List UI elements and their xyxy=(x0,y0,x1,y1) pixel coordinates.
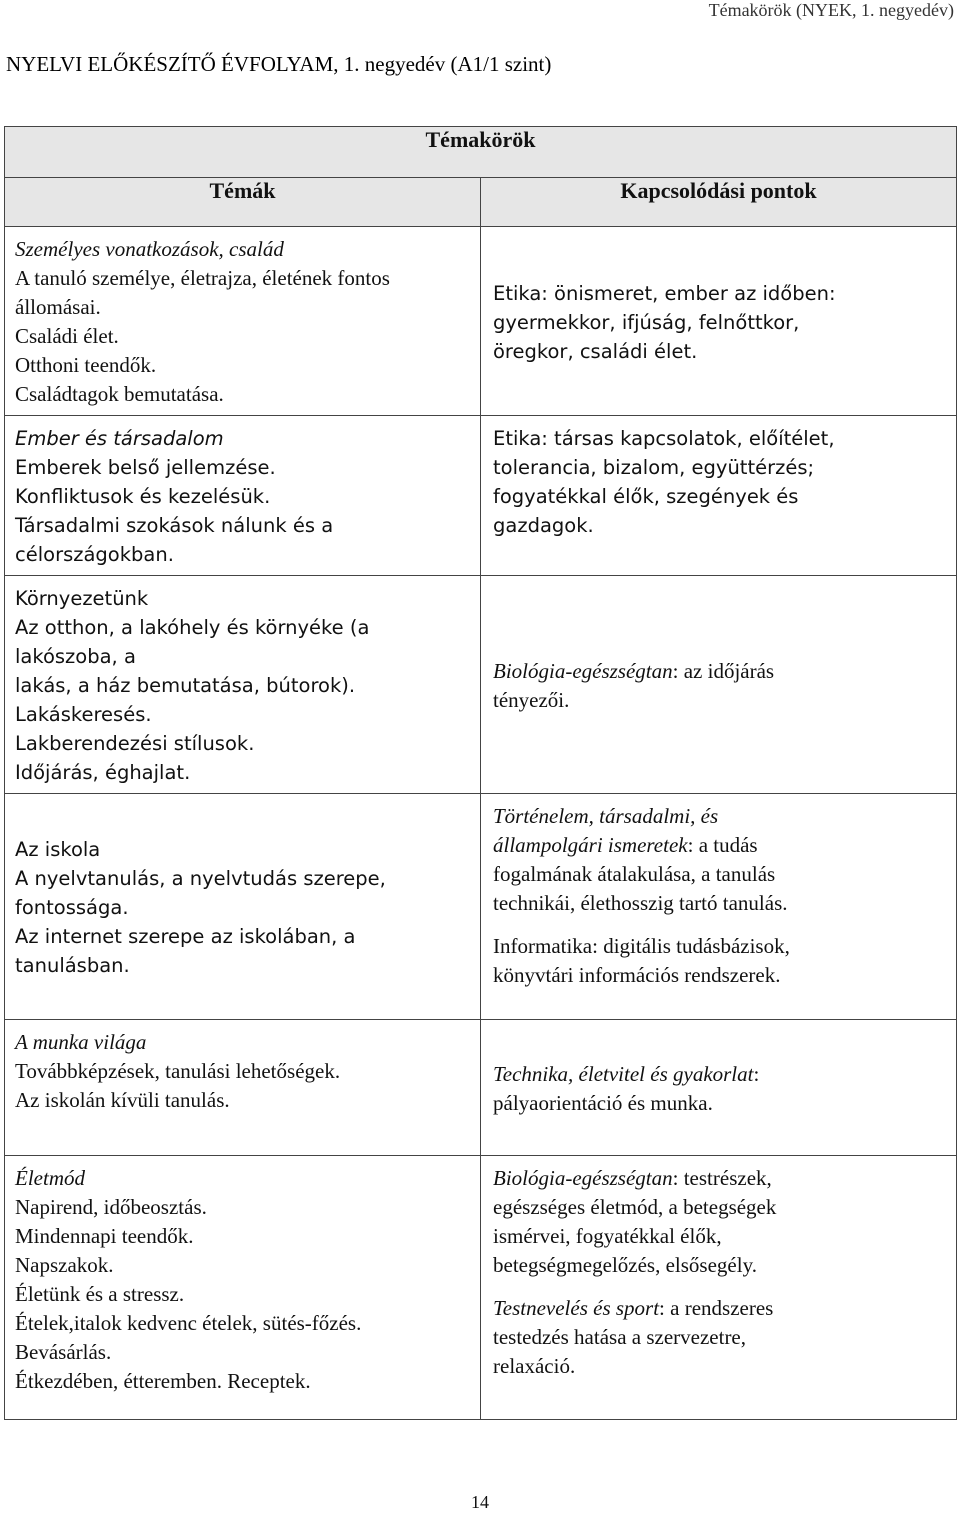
connection-line: könyvtári információs rendszerek. xyxy=(493,963,781,987)
connection-line xyxy=(493,1294,944,1323)
connection-line: fogalmának átalakulása, a tanulás xyxy=(493,862,776,886)
topic-line: Napirend, időbeosztás. xyxy=(15,1195,207,1219)
topic-cell xyxy=(5,227,481,416)
topics-table xyxy=(4,126,957,1420)
document-title: NYELVI ELŐKÉSZÍTŐ ÉVFOLYAM, 1. negyedév (A1/1 szint) xyxy=(6,52,552,76)
topic-line: A nyelvtanulás, a nyelvtudás szerepe, fontossága. xyxy=(15,867,386,919)
topic-line: Időjárás, éghajlat. xyxy=(15,761,191,784)
connection-text: : a rendszeres xyxy=(659,1296,774,1320)
topic-line: lakás, a ház bemutatása, bútorok). Lakáskeresés. xyxy=(15,674,356,726)
table-row xyxy=(5,576,957,794)
subject-name: Történelem, társadalmi, és xyxy=(493,804,719,828)
connection-text: : az időjárás xyxy=(672,658,775,683)
topic-line: Az internet szerepe az iskolában, a tanulásban. xyxy=(15,925,356,977)
connection-line: testedzés hatása a szervezetre, xyxy=(493,1325,747,1349)
topic-line: Társadalmi szokások nálunk és a célországokban. xyxy=(15,514,334,566)
connection-line: Etika: társas kapcsolatok, előítélet, xyxy=(493,427,835,450)
topic-title: Ember és társadalom xyxy=(15,427,224,450)
topic-line: Az iskolán kívüli tanulás. xyxy=(15,1088,230,1112)
connection-line: egészséges életmód, a betegségek xyxy=(493,1195,777,1219)
connection-line: öregkor, családi élet. xyxy=(493,339,698,363)
topic-cell xyxy=(5,1156,481,1420)
topic-title: Az iskola xyxy=(15,838,101,861)
topic-line: Lakberendezési stílusok. xyxy=(15,732,255,755)
connection-line: ismérvei, fogyatékkal élők, xyxy=(493,1224,722,1248)
page-number: 14 xyxy=(471,1492,489,1512)
connection-cell xyxy=(481,227,957,416)
column-header-topics: Témák xyxy=(5,178,481,227)
connection-line: tolerancia, bizalom, együttérzés; xyxy=(493,456,815,479)
topic-line: Az otthon, a lakóhely és környéke (a lakószoba, a xyxy=(15,616,370,668)
connection-cell xyxy=(481,794,957,1020)
table-row xyxy=(5,794,957,1020)
connection-line: technikái, élethosszig tartó tanulás. xyxy=(493,891,788,915)
connection-line: Informatika: digitális tudásbázisok, xyxy=(493,934,790,958)
connection-text: : testrészek, xyxy=(672,1166,772,1190)
connection-text: : xyxy=(753,1061,760,1086)
topic-line: Napszakok. xyxy=(15,1253,114,1277)
topic-line: Bevásárlás. xyxy=(15,1340,112,1364)
table-row xyxy=(5,1156,957,1420)
topic-title: Életmód xyxy=(15,1166,85,1190)
topic-cell xyxy=(5,416,481,576)
connection-line: relaxáció. xyxy=(493,1354,576,1378)
connection-line: tényezői. xyxy=(493,687,570,712)
table-row xyxy=(5,416,957,576)
subject-name: Biológia-egészségtan xyxy=(493,1166,673,1190)
connection-line: Etika: önismeret, ember az időben: xyxy=(493,281,836,305)
topic-line: Ételek,italok kedvenc ételek, sütés-főzés. xyxy=(15,1311,362,1335)
connection-line xyxy=(493,831,944,860)
connection-cell xyxy=(481,576,957,794)
topic-cell xyxy=(5,794,481,1020)
topic-line: Emberek belső jellemzése. xyxy=(15,456,276,479)
topic-line: Továbbképzések, tanulási lehetőségek. xyxy=(15,1059,341,1083)
table-row xyxy=(5,1020,957,1156)
running-header: Témakörök (NYEK, 1. negyedév) xyxy=(708,0,954,20)
topic-title: Környezetünk xyxy=(15,587,149,610)
connection-line xyxy=(493,657,944,686)
topic-line: Konfliktusok és kezelésük. xyxy=(15,485,271,508)
table-caption: Témakörök xyxy=(5,127,957,178)
column-header-connections: Kapcsolódási pontok xyxy=(481,178,957,227)
topic-line: A tanuló személye, életrajza, életének fontos xyxy=(15,266,390,290)
table-row xyxy=(5,227,957,416)
topic-line: Mindennapi teendők. xyxy=(15,1224,194,1248)
topic-title: A munka világa xyxy=(15,1030,147,1054)
subject-name: Biológia-egészségtan xyxy=(493,658,673,683)
connection-cell xyxy=(481,416,957,576)
connection-line: pályaorientáció és munka. xyxy=(493,1090,713,1115)
topic-title: Személyes vonatkozások, család xyxy=(15,237,284,261)
connection-line: betegségmegelőzés, elsősegély. xyxy=(493,1253,757,1277)
connection-line xyxy=(493,802,944,831)
subject-name: Testnevelés és sport xyxy=(493,1296,660,1320)
topic-cell xyxy=(5,576,481,794)
connection-line: fogyatékkal élők, szegények és xyxy=(493,485,799,508)
connection-line: gazdagok. xyxy=(493,514,594,537)
connection-line xyxy=(493,1164,944,1193)
connection-cell xyxy=(481,1156,957,1420)
topic-line: Családtagok bemutatása. xyxy=(15,382,224,406)
connection-line: gyermekkor, ifjúság, felnőttkor, xyxy=(493,310,800,334)
topic-line: Életünk és a stressz. xyxy=(15,1282,185,1306)
subject-name: Technika, életvitel és gyakorlat xyxy=(493,1061,754,1086)
topic-line: Otthoni teendők. xyxy=(15,353,157,377)
topic-line: állomásai. xyxy=(15,295,101,319)
topic-cell xyxy=(5,1020,481,1156)
topic-line: Családi élet. xyxy=(15,324,119,348)
connection-cell xyxy=(481,1020,957,1156)
connection-text: : a tudás xyxy=(687,833,758,857)
connection-line xyxy=(493,1060,944,1089)
subject-name: állampolgári ismeretek xyxy=(493,833,688,857)
topic-line: Étkezdében, étteremben. Receptek. xyxy=(15,1369,311,1393)
